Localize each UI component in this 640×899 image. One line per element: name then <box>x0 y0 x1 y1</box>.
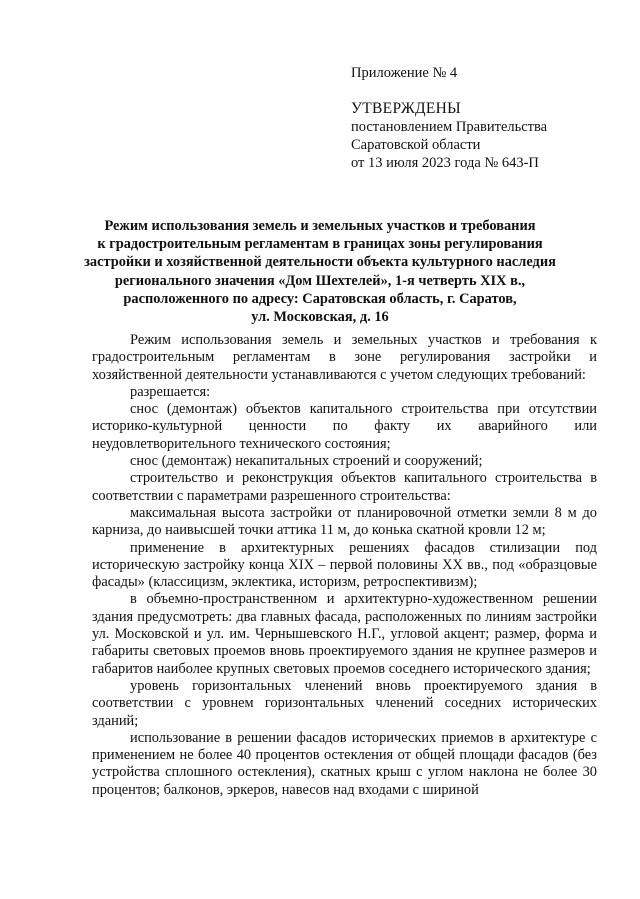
body-paragraph: строительство и реконструкция объектов капитального строительства в соответствии с параметрами разрешенного строительства: <box>92 470 597 504</box>
title-line: к градостроительным регламентам в границах зоны регулирования <box>97 236 543 253</box>
title-line: Режим использования земель и земельных участков и требования <box>104 218 536 234</box>
appendix-header <box>351 64 611 172</box>
body-text <box>92 332 597 799</box>
title-line: ул. Московская, д. 16 <box>251 309 389 326</box>
title-line: расположенного по адресу: Саратовская область, г. Саратов, <box>123 290 517 307</box>
approved-label: УТВЕРЖДЕНЫ <box>351 100 461 117</box>
approval-line: Саратовской области <box>351 137 481 153</box>
body-paragraph: снос (демонтаж) некапитальных строений и сооружений; <box>130 453 483 470</box>
body-paragraph: уровень горизонтальных членений вновь проектируемого здания в соответствии с уровнем горизонтальных членений соседних исторических зданий; <box>92 677 597 729</box>
appendix-number: Приложение № 4 <box>351 65 458 81</box>
body-paragraph: применение в архитектурных решениях фасадов стилизации под историческую застройку конца XIX – первой половины XX вв., под «образцовые фасады» (классицизм, эклектика, историзм, ретроспективизм); <box>92 539 597 591</box>
body-paragraph: Режим использования земель и земельных участков и требования к градостроительным регламентам в зоне регулирования застройки и хозяйственной деятельности устанавливаются с учетом следующих требований: <box>92 332 597 383</box>
body-paragraph: максимальная высота застройки от планировочной отметки земли 8 м до карниза, до наивысшей точки аттика 11 м, до конька скатной кровли 12 м; <box>92 504 597 539</box>
body-paragraph: снос (демонтаж) объектов капитального строительства при отсутствии историко-культурной ценности по факту их аварийного или неудовлетворительного технического состояния; <box>92 401 597 452</box>
approval-line: постановлением Правительства <box>351 119 548 135</box>
title-line: регионального значения «Дом Шехтелей», 1-я четверть XIX в., <box>114 272 526 289</box>
approval-line: от 13 июля 2023 года № 643-П <box>351 155 539 171</box>
body-paragraph: использование в решении фасадов исторических приемов в архитектуре с применением не более 40 процентов остекления от общей площади фасадов (без устройства сплошного остекления), скатных крыш с углом наклона не более 30 процентов; балконов, эркеров, навесов над входами с шириной <box>92 729 597 798</box>
body-paragraph: в объемно-пространственном и архитектурно-художественном решении здания предусмотреть: два главных фасада, расположенных по линиям застройки ул. Московской и ул. им. Чернышевского Н.Г., угловой акцент; размер, форма и габариты световых проемов вновь проектируемого здания не крупнее размеров и габаритов наиболее крупных световых проемов соседнего исторического здания; <box>92 591 597 677</box>
document-title <box>80 217 560 326</box>
body-paragraph: разрешается: <box>130 383 211 400</box>
title-line: застройки и хозяйственной деятельности объекта культурного наследия <box>84 254 556 271</box>
